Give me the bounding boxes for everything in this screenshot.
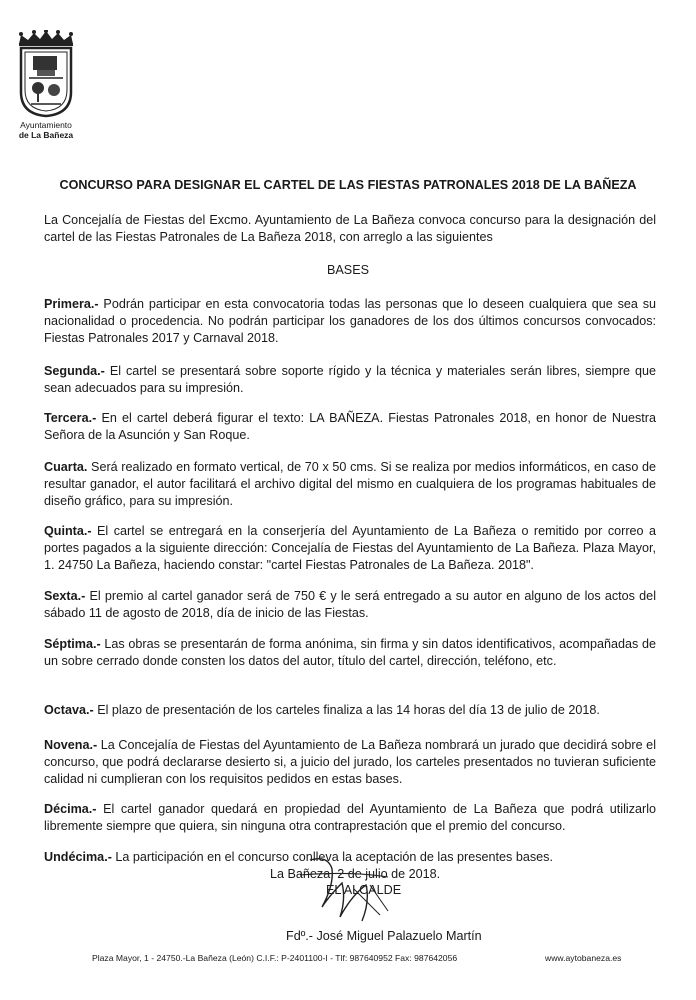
clause-septima: [44, 636, 656, 670]
crest-line-2: de La Bañeza: [18, 130, 74, 140]
document-title: CONCURSO PARA DESIGNAR EL CARTEL DE LAS FIESTAS PATRONALES 2018 DE LA BAÑEZA: [59, 178, 637, 192]
clause-text: En el cartel deberá figurar el texto: LA BAÑEZA. Fiestas Patronales 2018, en honor de Nuestra Señora de la Asunción y San Roque.: [44, 411, 656, 442]
shield-icon: [19, 46, 73, 118]
clause-label: Quinta.-: [44, 524, 92, 538]
municipal-crest: [8, 30, 84, 140]
clause-text: Podrán participar en esta convocatoria todas las personas que lo deseen cualquiera que sea su nacionalidad o procedencia. No podrán participar los ganadores de los dos últimos concursos convocados: Fiestas Patronales 2017 y Carnaval 2018.: [44, 297, 656, 345]
bases-heading: BASES: [327, 263, 369, 277]
clause-quinta: [44, 523, 656, 574]
clause-label: Cuarta.: [44, 460, 88, 474]
signature-name: Fdº.- José Miguel Palazuelo Martín: [286, 929, 482, 943]
footer-address: Plaza Mayor, 1 - 24750.-La Bañeza (León) C.I.F.: P-2401100-I - Tlf: 987640952 Fax: 987642056: [92, 953, 458, 963]
clause-label: Primera.-: [44, 297, 99, 311]
clause-decima: [44, 801, 656, 835]
footer-website[interactable]: www.aytobaneza.es: [545, 953, 622, 963]
clause-label: Séptima.-: [44, 637, 101, 651]
crest-line-1: Ayuntamiento: [20, 120, 72, 130]
place-date: La Bañeza, 2 de julio de 2018.: [270, 867, 441, 881]
clause-text: El cartel ganador quedará en propiedad del Ayuntamiento de La Bañeza que podrá utilizarlo libremente siempre que quiera, sin ninguna otra contraprestación que el premio del concurso.: [44, 802, 656, 833]
clause-sexta: [44, 588, 656, 622]
clause-cuarta: [44, 459, 656, 510]
signatory-role: EL ALCALDE: [326, 883, 402, 897]
clause-text: La Concejalía de Fiestas del Ayuntamiento de La Bañeza nombrará un jurado que decidirá sobre el concurso, que podrá declararse desierto si, a juicio del jurado, los carteles presentados no tuvieran suficiente calidad ni cumplieran con los requisitos pedidos en estas bases.: [44, 738, 656, 786]
clause-label: Octava.-: [44, 703, 94, 717]
clause-label: Sexta.-: [44, 589, 86, 603]
clause-label: Undécima.-: [44, 850, 112, 864]
handwritten-signature-icon: [270, 855, 410, 925]
crown-icon: [15, 30, 77, 46]
clause-tercera: [44, 410, 656, 444]
clause-text: El premio al cartel ganador será de 750 € y le será entregado a su autor en alguno de los actos del sábado 11 de agosto de 2018, día de inicio de las Fiestas.: [44, 589, 656, 620]
clause-novena: [44, 737, 656, 788]
crest-caption: [19, 120, 73, 140]
clause-text: Será realizado en formato vertical, de 70 x 50 cms. Si se realiza por medios informáticos, en caso de resultar ganador, el autor facilitará el archivo digital del mismo en cualquiera de los programas habituales de diseño gráfico, para su impresión.: [44, 460, 656, 508]
clause-octava: [44, 702, 656, 719]
clause-text: Las obras se presentarán de forma anónima, sin firma y sin datos identificativos, acompañadas de un sobre cerrado donde consten los datos del autor, título del cartel, dirección, teléfono, etc.: [44, 637, 656, 668]
clause-label: Segunda.-: [44, 364, 105, 378]
clause-segunda: [44, 363, 656, 397]
clause-label: Novena.-: [44, 738, 98, 752]
clause-label: Tercera.-: [44, 411, 97, 425]
intro-paragraph: La Concejalía de Fiestas del Excmo. Ayuntamiento de La Bañeza convoca concurso para la designación del cartel de las Fiestas Patronales de La Bañeza 2018, con arreglo a las siguientes: [44, 213, 656, 244]
clause-text: El cartel se entregará en la conserjería del Ayuntamiento de La Bañeza o remitido por correo a portes pagados a la siguiente dirección: Concejalía de Fiestas del Ayuntamiento de La Bañeza. Plaza Mayor, 1. 24750 La Bañeza, haciendo constar: "cartel Fiestas Patronales de La Bañeza. 2018".: [44, 524, 656, 572]
clause-text: El plazo de presentación de los carteles finaliza a las 14 horas del día 13 de julio de 2018.: [93, 703, 600, 717]
clause-text: La participación en el concurso conlleva la aceptación de las presentes bases.: [111, 850, 553, 864]
clause-text: El cartel se presentará sobre soporte rígido y la técnica y materiales serán libres, siempre que sean adecuados para su impresión.: [44, 364, 656, 395]
clause-label: Décima.-: [44, 802, 97, 816]
clause-primera: [44, 296, 656, 347]
